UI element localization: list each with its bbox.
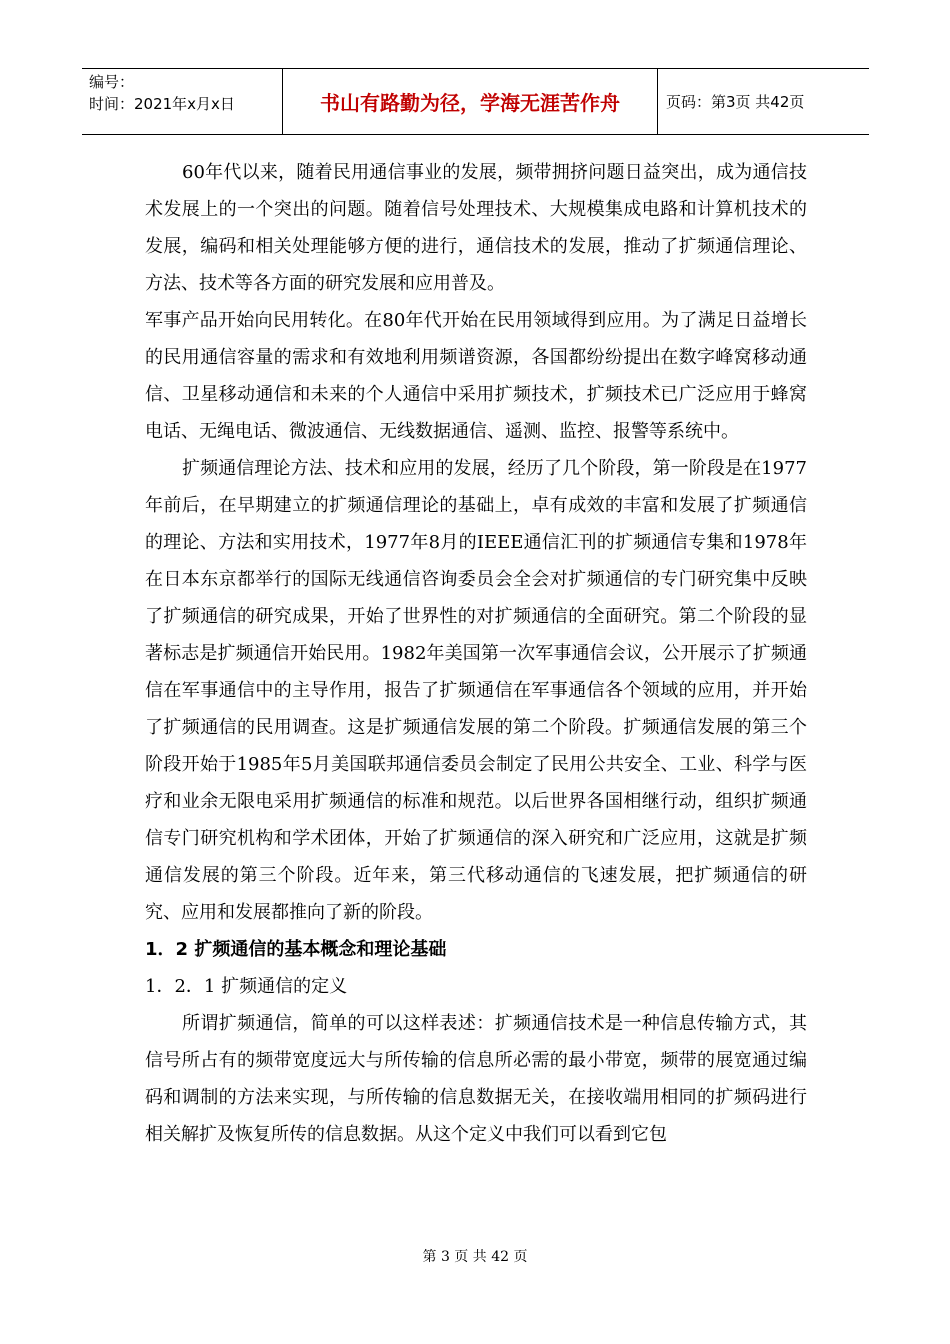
paragraph-civil-transition: 军事产品开始向民用转化。在80年代开始在民用领域得到应用。为了满足日益增长的民用通信容量的需求和有效地利用频谱资源，各国都纷纷提出在数字峰窝移动通信、卫星移动通信和未来的个人通信中采用扩频技术，扩频技术已广泛应用于蜂窝电话、无绳电话、微波通信、无线数据通信、遥测、监控、报警等系统中。 xyxy=(145,310,807,442)
document-number-label: 编号： xyxy=(89,73,135,91)
header-page-info: 页码：第3页 共42页 xyxy=(666,93,805,111)
section-heading: 1．2 扩频通信的基本概念和理论基础 xyxy=(145,939,447,960)
paragraph-stages: 扩频通信理论方法、技术和应用的发展，经历了几个阶段，第一阶段是在1977年前后，在早期建立的扩频通信理论的基础上，卓有成效的丰富和发展了扩频通信的理论、方法和实用技术，1977年8月的IEEE通信汇刊的扩频通信专集和1978年在日本东京都举行的国际无线通信咨询委员会全会对扩频通信的专门研究集中反映了扩频通信的研究成果，开始了世界性的对扩频通信的全面研究。第二个阶段的显著标志是扩频通信开始民用。1982年美国第一次军事通信会议，公开展示了扩频通信在军事通信中的主导作用，报告了扩频通信在军事通信各个领域的应用，并开始了扩频通信的民用调查。这是扩频通信发展的第二个阶段。扩频通信发展的第三个阶段开始于1985年5月美国联邦通信委员会制定了民用公共安全、工业、科学与医疗和业余无限电采用扩频通信的标准和规范。以后世界各国相继行动，组织扩频通信专门研究机构和学术团体，开始了扩频通信的深入研究和广泛应用，这就是扩频通信发展的第三个阶段。近年来，第三代移动通信的飞速发展，把扩频通信的研究、应用和发展都推向了新的阶段。 xyxy=(145,458,807,923)
subsection-heading: 1．2．1 扩频通信的定义 xyxy=(145,976,348,997)
page-header xyxy=(82,68,869,135)
document-body xyxy=(145,154,807,1153)
page-footer: 第 3 页 共 42 页 xyxy=(422,1249,528,1265)
header-meta-cell xyxy=(82,69,283,134)
document-time-label: 时间：2021年x月x日 xyxy=(89,95,235,113)
paragraph-definition: 所谓扩频通信，简单的可以这样表述：扩频通信技术是一种信息传输方式，其信号所占有的频带宽度远大与所传输的信息所必需的最小带宽，频带的展宽通过编码和调制的方法来实现，与所传输的信息数据无关，在接收端用相同的扩频码进行相关解扩及恢复所传的信息数据。从这个定义中我们可以看到它包 xyxy=(145,1013,807,1145)
header-motto: 书山有路勤为径，学海无涯苦作舟 xyxy=(283,69,658,134)
paragraph-history: 60年代以来，随着民用通信事业的发展，频带拥挤问题日益突出，成为通信技术发展上的一个突出的问题。随着信号处理技术、大规模集成电路和计算机技术的发展，编码和相关处理能够方便的进行，通信技术的发展，推动了扩频通信理论、方法、技术等各方面的研究发展和应用普及。 xyxy=(145,162,807,294)
